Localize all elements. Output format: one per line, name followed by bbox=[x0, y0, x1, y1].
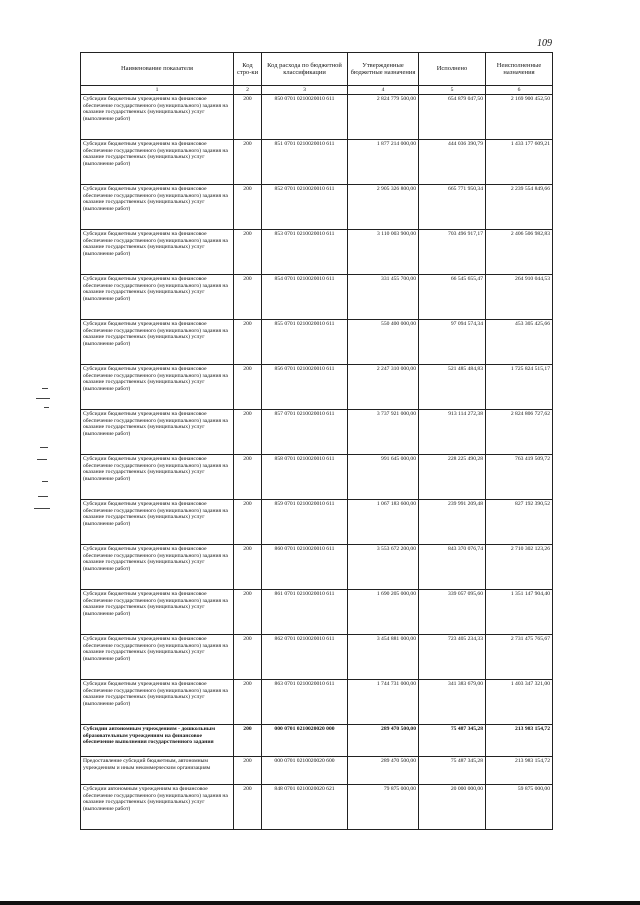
row-executed-cell: 228 225 490,28 bbox=[419, 455, 486, 500]
column-number-row bbox=[81, 86, 553, 95]
header-approved: Утвержденные бюджетные назначения bbox=[348, 53, 419, 86]
row-line-code-cell: 200 bbox=[234, 635, 262, 680]
table-row bbox=[81, 757, 553, 785]
row-expense-code-cell: 863 0701 0210020010 611 bbox=[262, 680, 348, 725]
header-unexecuted: Неисполненные назначения bbox=[486, 53, 553, 86]
row-approved-cell: 3 454 881 000,00 bbox=[348, 635, 419, 680]
row-approved-cell: 289 470 500,00 bbox=[348, 757, 419, 785]
table-row bbox=[81, 635, 553, 680]
row-line-code-cell: 200 bbox=[234, 410, 262, 455]
margin-scan-mark bbox=[44, 407, 49, 408]
row-expense-code-cell: 000 0701 0210020020 000 bbox=[262, 725, 348, 757]
column-number: 5 bbox=[419, 86, 486, 95]
row-approved-cell: 2 905 326 800,00 bbox=[348, 185, 419, 230]
row-unexecuted-cell: 213 983 154,72 bbox=[486, 757, 553, 785]
column-number: 4 bbox=[348, 86, 419, 95]
margin-scan-mark bbox=[42, 481, 48, 482]
row-expense-code-cell: 861 0701 0210020010 611 bbox=[262, 590, 348, 635]
row-executed-cell: 913 114 272,38 bbox=[419, 410, 486, 455]
row-approved-cell: 1 690 205 000,00 bbox=[348, 590, 419, 635]
row-line-code-cell: 200 bbox=[234, 95, 262, 140]
row-executed-cell: 239 991 209,48 bbox=[419, 500, 486, 545]
row-unexecuted-cell: 2 731 475 765,67 bbox=[486, 635, 553, 680]
row-name-cell: Предоставление субсидий бюджетным, автономным учреждениям и иным некоммерческим организациям bbox=[81, 757, 234, 785]
row-line-code-cell: 200 bbox=[234, 185, 262, 230]
row-name-cell: Субсидии бюджетным учреждениям на финансовое обеспечение государственного (муниципального) задания на оказание государственных (муниципальных) услуг (выполнение работ) bbox=[81, 500, 234, 545]
row-approved-cell: 3 737 921 000,00 bbox=[348, 410, 419, 455]
row-approved-cell: 3 553 672 200,00 bbox=[348, 545, 419, 590]
header-line-code: Код стро-ки bbox=[234, 53, 262, 86]
row-unexecuted-cell: 453 305 425,66 bbox=[486, 320, 553, 365]
row-line-code-cell: 200 bbox=[234, 275, 262, 320]
row-approved-cell: 79 875 000,00 bbox=[348, 785, 419, 830]
table-row bbox=[81, 230, 553, 275]
row-expense-code-cell: 855 0701 0210020010 611 bbox=[262, 320, 348, 365]
row-approved-cell: 1 877 214 000,00 bbox=[348, 140, 419, 185]
table-row bbox=[81, 590, 553, 635]
scan-edge-bar bbox=[0, 901, 640, 905]
row-executed-cell: 75 487 345,28 bbox=[419, 757, 486, 785]
row-line-code-cell: 200 bbox=[234, 725, 262, 757]
row-approved-cell: 1 744 731 000,00 bbox=[348, 680, 419, 725]
row-name-cell: Субсидии бюджетным учреждениям на финансовое обеспечение государственного (муниципального) задания на оказание государственных (муниципальных) услуг (выполнение работ) bbox=[81, 635, 234, 680]
row-executed-cell: 66 545 655,47 bbox=[419, 275, 486, 320]
row-executed-cell: 20 000 000,00 bbox=[419, 785, 486, 830]
row-approved-cell: 3 110 003 900,00 bbox=[348, 230, 419, 275]
table-row bbox=[81, 140, 553, 185]
row-expense-code-cell: 852 0701 0210020010 611 bbox=[262, 185, 348, 230]
row-name-cell: Субсидии бюджетным учреждениям на финансовое обеспечение государственного (муниципального) задания на оказание государственных (муниципальных) услуг (выполнение работ) bbox=[81, 320, 234, 365]
table-header-row bbox=[81, 53, 553, 86]
row-expense-code-cell: 862 0701 0210020010 611 bbox=[262, 635, 348, 680]
row-expense-code-cell: 851 0701 0210020010 611 bbox=[262, 140, 348, 185]
row-name-cell: Субсидии бюджетным учреждениям на финансовое обеспечение государственного (муниципального) задания на оказание государственных (муниципальных) услуг (выполнение работ) bbox=[81, 230, 234, 275]
row-line-code-cell: 200 bbox=[234, 545, 262, 590]
column-number: 1 bbox=[81, 86, 234, 95]
row-expense-code-cell: 853 0701 0210020010 611 bbox=[262, 230, 348, 275]
row-unexecuted-cell: 2 169 900 452,50 bbox=[486, 95, 553, 140]
margin-scan-mark bbox=[36, 398, 50, 399]
table-row bbox=[81, 680, 553, 725]
margin-scan-mark bbox=[37, 459, 47, 460]
row-line-code-cell: 200 bbox=[234, 365, 262, 410]
table-row bbox=[81, 320, 553, 365]
row-approved-cell: 1 067 183 600,00 bbox=[348, 500, 419, 545]
row-expense-code-cell: 000 0701 0210020020 600 bbox=[262, 757, 348, 785]
row-approved-cell: 331 455 700,00 bbox=[348, 275, 419, 320]
table-row bbox=[81, 725, 553, 757]
row-expense-code-cell: 850 0701 0210020010 611 bbox=[262, 95, 348, 140]
row-unexecuted-cell: 763 419 509,72 bbox=[486, 455, 553, 500]
row-executed-cell: 723 405 234,33 bbox=[419, 635, 486, 680]
table-row bbox=[81, 275, 553, 320]
margin-scan-mark bbox=[42, 388, 48, 389]
table-row bbox=[81, 500, 553, 545]
row-executed-cell: 654 879 047,50 bbox=[419, 95, 486, 140]
row-executed-cell: 703 496 917,17 bbox=[419, 230, 486, 275]
row-approved-cell: 289 470 500,00 bbox=[348, 725, 419, 757]
row-unexecuted-cell: 2 239 554 849,66 bbox=[486, 185, 553, 230]
table-row bbox=[81, 455, 553, 500]
row-line-code-cell: 200 bbox=[234, 455, 262, 500]
row-line-code-cell: 200 bbox=[234, 230, 262, 275]
column-number: 2 bbox=[234, 86, 262, 95]
row-executed-cell: 521 485 484,83 bbox=[419, 365, 486, 410]
row-line-code-cell: 200 bbox=[234, 590, 262, 635]
row-name-cell: Субсидии автономным учреждениям - дошкольным образовательным учреждениям на финансовое обеспечение выполнения государственного задания bbox=[81, 725, 234, 757]
row-line-code-cell: 200 bbox=[234, 785, 262, 830]
row-name-cell: Субсидии бюджетным учреждениям на финансовое обеспечение государственного (муниципального) задания на оказание государственных (муниципальных) услуг (выполнение работ) bbox=[81, 140, 234, 185]
row-unexecuted-cell: 59 875 000,00 bbox=[486, 785, 553, 830]
table-row bbox=[81, 95, 553, 140]
row-executed-cell: 665 771 950,34 bbox=[419, 185, 486, 230]
table-row bbox=[81, 785, 553, 830]
margin-scan-mark bbox=[38, 496, 48, 497]
row-unexecuted-cell: 264 910 044,53 bbox=[486, 275, 553, 320]
row-name-cell: Субсидии автономным учреждениям на финансовое обеспечение государственного (муниципального) задания на оказание государственных (муниципальных) услуг (выполнение работ) bbox=[81, 785, 234, 830]
row-line-code-cell: 200 bbox=[234, 680, 262, 725]
row-name-cell: Субсидии бюджетным учреждениям на финансовое обеспечение государственного (муниципального) задания на оказание государственных (муниципальных) услуг (выполнение работ) bbox=[81, 365, 234, 410]
row-unexecuted-cell: 1 351 147 904,40 bbox=[486, 590, 553, 635]
row-name-cell: Субсидии бюджетным учреждениям на финансовое обеспечение государственного (муниципального) задания на оказание государственных (муниципальных) услуг (выполнение работ) bbox=[81, 410, 234, 455]
row-approved-cell: 550 400 000,00 bbox=[348, 320, 419, 365]
row-executed-cell: 444 036 390,79 bbox=[419, 140, 486, 185]
row-line-code-cell: 200 bbox=[234, 140, 262, 185]
table-row bbox=[81, 410, 553, 455]
row-unexecuted-cell: 1 433 177 609,21 bbox=[486, 140, 553, 185]
row-line-code-cell: 200 bbox=[234, 757, 262, 785]
row-executed-cell: 75 487 345,28 bbox=[419, 725, 486, 757]
header-expense-code: Код расхода по бюджетной классификации bbox=[262, 53, 348, 86]
header-name: Наименование показателя bbox=[81, 53, 234, 86]
row-unexecuted-cell: 213 983 154,72 bbox=[486, 725, 553, 757]
row-unexecuted-cell: 827 192 390,52 bbox=[486, 500, 553, 545]
row-unexecuted-cell: 1 725 824 515,17 bbox=[486, 365, 553, 410]
page-number: 109 bbox=[537, 38, 552, 49]
table-row bbox=[81, 365, 553, 410]
row-name-cell: Субсидии бюджетным учреждениям на финансовое обеспечение государственного (муниципального) задания на оказание государственных (муниципальных) услуг (выполнение работ) bbox=[81, 275, 234, 320]
row-expense-code-cell: 857 0701 0210020010 611 bbox=[262, 410, 348, 455]
row-unexecuted-cell: 2 824 806 727,62 bbox=[486, 410, 553, 455]
row-unexecuted-cell: 2 406 506 982,83 bbox=[486, 230, 553, 275]
row-name-cell: Субсидии бюджетным учреждениям на финансовое обеспечение государственного (муниципального) задания на оказание государственных (муниципальных) услуг (выполнение работ) bbox=[81, 185, 234, 230]
header-executed: Исполнено bbox=[419, 53, 486, 86]
row-executed-cell: 339 057 095,60 bbox=[419, 590, 486, 635]
row-approved-cell: 991 645 000,00 bbox=[348, 455, 419, 500]
row-approved-cell: 2 824 779 500,00 bbox=[348, 95, 419, 140]
row-executed-cell: 97 094 574,34 bbox=[419, 320, 486, 365]
table-row bbox=[81, 545, 553, 590]
row-expense-code-cell: 860 0701 0210020010 611 bbox=[262, 545, 348, 590]
row-unexecuted-cell: 1 403 347 321,00 bbox=[486, 680, 553, 725]
margin-scan-mark bbox=[40, 447, 48, 448]
row-unexecuted-cell: 2 710 302 123,26 bbox=[486, 545, 553, 590]
row-name-cell: Субсидии бюджетным учреждениям на финансовое обеспечение государственного (муниципального) задания на оказание государственных (муниципальных) услуг (выполнение работ) bbox=[81, 95, 234, 140]
column-number: 6 bbox=[486, 86, 553, 95]
row-expense-code-cell: 858 0701 0210020010 611 bbox=[262, 455, 348, 500]
row-expense-code-cell: 856 0701 0210020010 611 bbox=[262, 365, 348, 410]
row-name-cell: Субсидии бюджетным учреждениям на финансовое обеспечение государственного (муниципального) задания на оказание государственных (муниципальных) услуг (выполнение работ) bbox=[81, 455, 234, 500]
row-line-code-cell: 200 bbox=[234, 500, 262, 545]
row-name-cell: Субсидии бюджетным учреждениям на финансовое обеспечение государственного (муниципального) задания на оказание государственных (муниципальных) услуг (выполнение работ) bbox=[81, 545, 234, 590]
table-row bbox=[81, 185, 553, 230]
margin-scan-mark bbox=[34, 508, 50, 509]
row-expense-code-cell: 848 0701 0210020020 621 bbox=[262, 785, 348, 830]
row-expense-code-cell: 859 0701 0210020010 611 bbox=[262, 500, 348, 545]
row-executed-cell: 843 370 076,74 bbox=[419, 545, 486, 590]
row-expense-code-cell: 854 0701 0210020010 611 bbox=[262, 275, 348, 320]
column-number: 3 bbox=[262, 86, 348, 95]
row-approved-cell: 2 247 310 000,00 bbox=[348, 365, 419, 410]
row-executed-cell: 341 383 679,00 bbox=[419, 680, 486, 725]
row-name-cell: Субсидии бюджетным учреждениям на финансовое обеспечение государственного (муниципального) задания на оказание государственных (муниципальных) услуг (выполнение работ) bbox=[81, 680, 234, 725]
row-name-cell: Субсидии бюджетным учреждениям на финансовое обеспечение государственного (муниципального) задания на оказание государственных (муниципальных) услуг (выполнение работ) bbox=[81, 590, 234, 635]
row-line-code-cell: 200 bbox=[234, 320, 262, 365]
budget-table bbox=[80, 52, 553, 830]
